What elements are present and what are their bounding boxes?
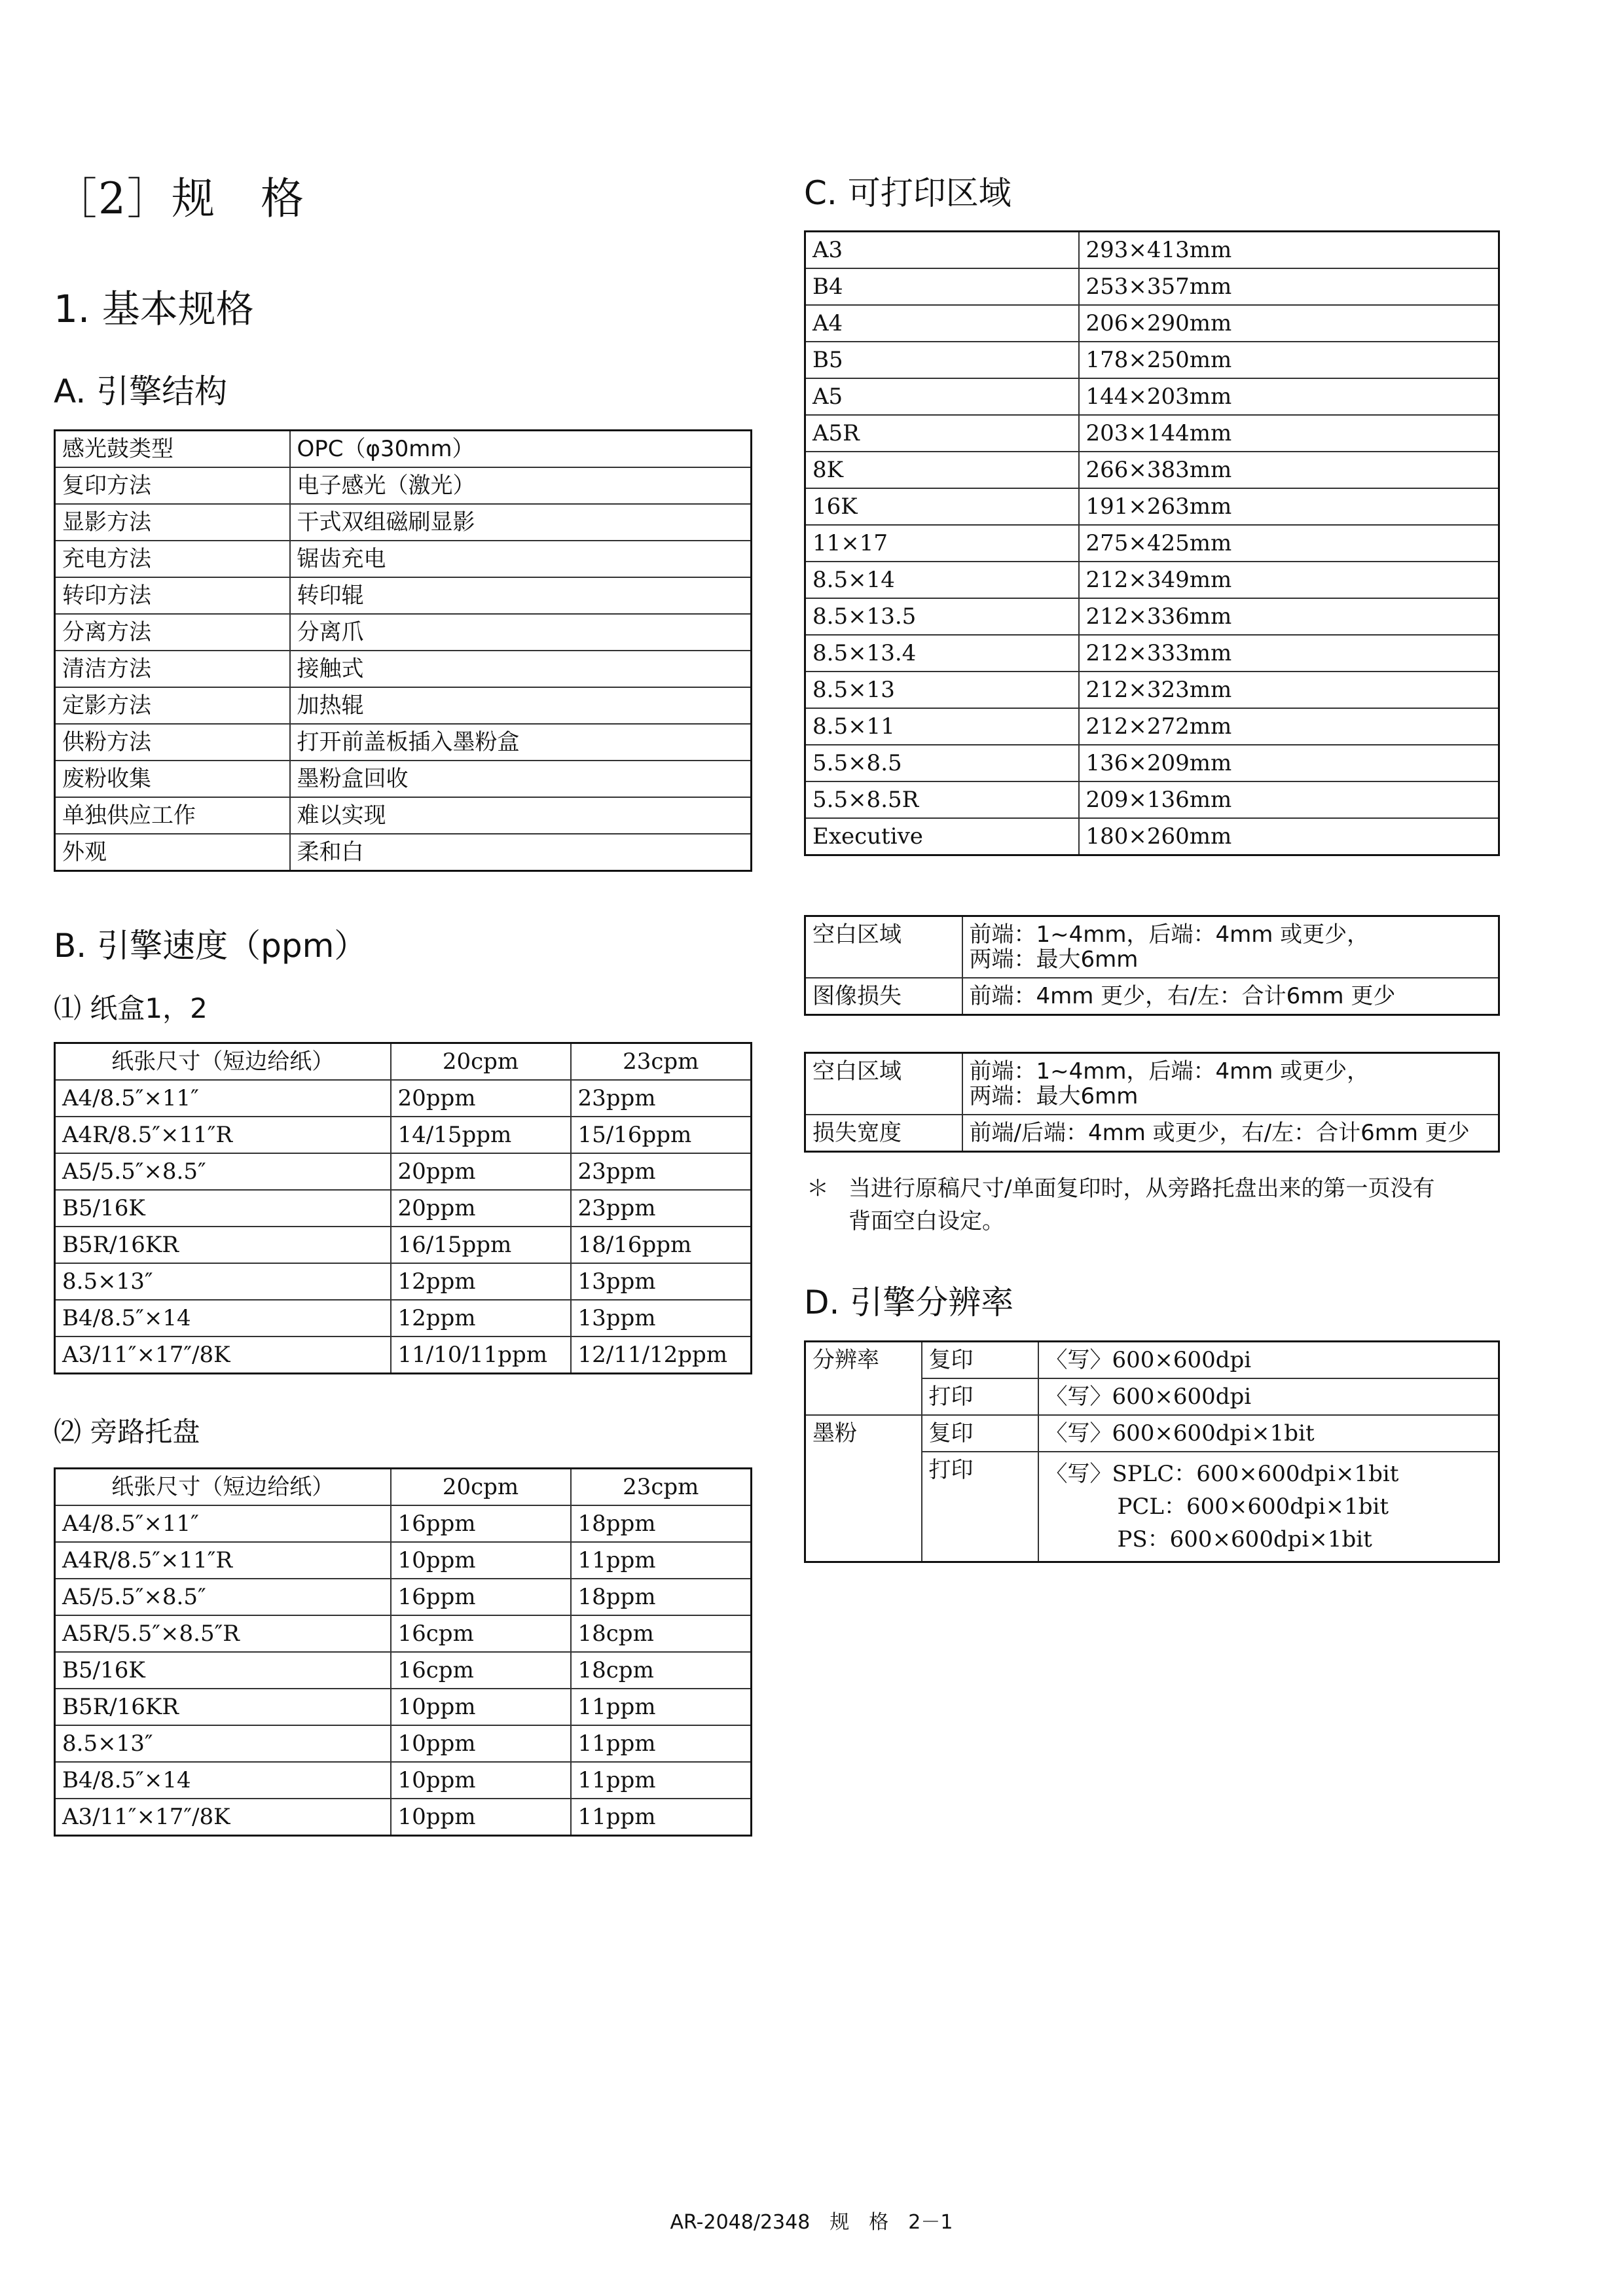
- table-cell: A5/5.5″×8.5″: [55, 1579, 391, 1615]
- table-cell: A4/8.5″×11″: [55, 1080, 391, 1117]
- table-row: [55, 1725, 752, 1762]
- table-cell: 16ppm: [391, 1505, 571, 1542]
- table-header-row: [55, 1043, 752, 1081]
- table-cell: 206×290mm: [1079, 305, 1499, 342]
- table-cell: B5/16K: [55, 1652, 391, 1689]
- label-toner: 墨粉: [805, 1415, 922, 1562]
- table-row: [805, 342, 1499, 378]
- label-resolution: 分辨率: [805, 1342, 922, 1416]
- table-row: [805, 635, 1499, 672]
- table-cell: 10ppm: [391, 1689, 571, 1725]
- table-cell: 8.5×14: [805, 562, 1079, 598]
- table-cell: 清洁方法: [55, 651, 290, 687]
- toner-copy-value: 〈写〉600×600dpi×1bit: [1038, 1415, 1499, 1452]
- table-cell: 15/16ppm: [571, 1117, 752, 1153]
- toner-print-label: 打印: [922, 1452, 1038, 1562]
- table-cell: 8.5×13″: [55, 1263, 391, 1300]
- table-cell: 144×203mm: [1079, 378, 1499, 415]
- table-cell: A3/11″×17″/8K: [55, 1799, 391, 1836]
- table-cell: 供粉方法: [55, 724, 290, 761]
- table-cell: A5R: [805, 415, 1079, 452]
- toner-print-value-1: 〈写〉SPLC：600×600dpi×1bit: [1045, 1461, 1399, 1487]
- table-cell: 136×209mm: [1079, 745, 1499, 781]
- blank1-value-2: 前端：4mm 更少，右/左：合计6mm 更少: [962, 978, 1499, 1015]
- table-cell: 8.5×11: [805, 708, 1079, 745]
- table-cell: OPC（φ30mm）: [290, 431, 752, 468]
- speed-table-bypass: [54, 1467, 752, 1837]
- table-row: [805, 672, 1499, 708]
- header-cell: 纸张尺寸（短边给纸）: [55, 1043, 391, 1081]
- table-cell: A3/11″×17″/8K: [55, 1336, 391, 1374]
- table-cell: A5/5.5″×8.5″: [55, 1153, 391, 1190]
- table-cell: 16ppm: [391, 1579, 571, 1615]
- note-mark: ＊: [807, 1175, 829, 1202]
- table-row: [55, 1190, 752, 1227]
- table-cell: B4/8.5″×14: [55, 1300, 391, 1336]
- table-row: [55, 1579, 752, 1615]
- section-title-engine-speed: B. 引擎速度（ppm）: [54, 927, 367, 965]
- note-line-2: 背面空白设定。: [848, 1208, 1004, 1234]
- table-cell: 11ppm: [571, 1762, 752, 1799]
- table-row: [55, 431, 752, 468]
- table-row: [55, 467, 752, 504]
- table-cell: 23ppm: [571, 1190, 752, 1227]
- table-cell: 5.5×8.5: [805, 745, 1079, 781]
- table-row: [805, 818, 1499, 855]
- table-cell: 11ppm: [571, 1799, 752, 1836]
- table-cell: 定影方法: [55, 687, 290, 724]
- table-cell: 203×144mm: [1079, 415, 1499, 452]
- table-row: [55, 614, 752, 651]
- blank2-label-1: 空白区域: [805, 1053, 962, 1115]
- toner-print-value-2: PCL：600×600dpi×1bit: [1117, 1494, 1389, 1520]
- table-row: [805, 415, 1499, 452]
- table-cell: 11ppm: [571, 1725, 752, 1762]
- res-print-value: 〈写〉600×600dpi: [1038, 1378, 1499, 1415]
- table-row: [805, 232, 1499, 269]
- table-cell: 12ppm: [391, 1263, 571, 1300]
- table-row: [55, 687, 752, 724]
- table-cell: 干式双组磁刷显影: [290, 504, 752, 541]
- table-cell: 212×333mm: [1079, 635, 1499, 672]
- table-cell: 8.5×13.5: [805, 598, 1079, 635]
- table-row: [55, 797, 752, 834]
- table-row: [805, 708, 1499, 745]
- toner-print-value-3: PS：600×600dpi×1bit: [1117, 1526, 1372, 1552]
- table-row: [805, 525, 1499, 562]
- table-cell: 16K: [805, 488, 1079, 525]
- table-cell: 11ppm: [571, 1542, 752, 1579]
- table-cell: 转印方法: [55, 577, 290, 614]
- table-cell: 253×357mm: [1079, 268, 1499, 305]
- table-row: [805, 781, 1499, 818]
- table-cell: 209×136mm: [1079, 781, 1499, 818]
- table-cell: 单独供应工作: [55, 797, 290, 834]
- page-footer: AR-2048/2348 规 格 2－1: [670, 2211, 953, 2234]
- table-cell: 废粉收集: [55, 761, 290, 797]
- table-cell: 13ppm: [571, 1300, 752, 1336]
- res-copy-label: 复印: [922, 1342, 1038, 1379]
- table-cell: 转印辊: [290, 577, 752, 614]
- engine-structure-table: [54, 429, 752, 872]
- blank1-value-1a: 前端：1~4mm，后端：4mm 或更少，: [969, 922, 1370, 948]
- table-cell: B5R/16KR: [55, 1227, 391, 1263]
- section-title-resolution: D. 引擎分辨率: [804, 1283, 1014, 1321]
- table-cell: 复印方法: [55, 467, 290, 504]
- header-cell: 20cpm: [391, 1043, 571, 1081]
- table-row: [55, 541, 752, 577]
- table-cell: A3: [805, 232, 1079, 269]
- note-line-1: 当进行原稿尺寸/单面复印时，从旁路托盘出来的第一页没有: [848, 1175, 1435, 1202]
- table-row: [55, 651, 752, 687]
- table-cell: 加热辊: [290, 687, 752, 724]
- res-print-label: 打印: [922, 1378, 1038, 1415]
- table-cell: 20ppm: [391, 1190, 571, 1227]
- table-cell: 18cpm: [571, 1652, 752, 1689]
- blank-area-table-2: [804, 1052, 1500, 1153]
- table-row: [55, 577, 752, 614]
- table-cell: 18ppm: [571, 1505, 752, 1542]
- header-cell: 纸张尺寸（短边给纸）: [55, 1469, 391, 1506]
- table-cell: 275×425mm: [1079, 525, 1499, 562]
- table-cell: 柔和白: [290, 834, 752, 871]
- table-cell: 打开前盖板插入墨粉盒: [290, 724, 752, 761]
- table-row: [805, 452, 1499, 488]
- table-cell: 8.5×13.4: [805, 635, 1079, 672]
- table-row: [55, 504, 752, 541]
- table-cell: 18/16ppm: [571, 1227, 752, 1263]
- table-cell: 191×263mm: [1079, 488, 1499, 525]
- table-cell: A4R/8.5″×11″R: [55, 1117, 391, 1153]
- printable-area-table: [804, 230, 1500, 856]
- table-cell: 212×323mm: [1079, 672, 1499, 708]
- table-cell: 11/10/11ppm: [391, 1336, 571, 1374]
- blank2-value-1b: 两端：最大6mm: [969, 1083, 1139, 1109]
- table-cell: A5R/5.5″×8.5″R: [55, 1615, 391, 1652]
- table-cell: 212×336mm: [1079, 598, 1499, 635]
- table-cell: 16cpm: [391, 1615, 571, 1652]
- table-row: [55, 1762, 752, 1799]
- table-row: [55, 1153, 752, 1190]
- table-cell: A4R/8.5″×11″R: [55, 1542, 391, 1579]
- subsection-title-bypass: ⑵ 旁路托盘: [54, 1416, 200, 1448]
- table-row: [805, 305, 1499, 342]
- table-cell: 锯齿充电: [290, 541, 752, 577]
- table-row: [805, 562, 1499, 598]
- blank2-value-1a: 前端：1~4mm，后端：4mm 或更少，: [969, 1058, 1370, 1085]
- table-cell: 10ppm: [391, 1542, 571, 1579]
- table-cell: 180×260mm: [1079, 818, 1499, 855]
- table-row: [55, 1117, 752, 1153]
- table-cell: A4: [805, 305, 1079, 342]
- table-cell: 11×17: [805, 525, 1079, 562]
- table-cell: 分离爪: [290, 614, 752, 651]
- table-cell: A5: [805, 378, 1079, 415]
- table-cell: 电子感光（激光）: [290, 467, 752, 504]
- table-header-row: [55, 1469, 752, 1506]
- table-cell: 20ppm: [391, 1080, 571, 1117]
- table-cell: 5.5×8.5R: [805, 781, 1079, 818]
- header-cell: 23cpm: [571, 1469, 752, 1506]
- table-cell: 墨粉盒回收: [290, 761, 752, 797]
- table-row: [55, 1652, 752, 1689]
- section-title-engine-structure: A. 引擎结构: [54, 372, 228, 410]
- table-cell: 13ppm: [571, 1263, 752, 1300]
- table-cell: 14/15ppm: [391, 1117, 571, 1153]
- table-row: [55, 1080, 752, 1117]
- table-row: [805, 745, 1499, 781]
- table-row: [55, 1300, 752, 1336]
- table-row: [55, 1542, 752, 1579]
- table-row: [55, 1689, 752, 1725]
- blank1-label-1: 空白区域: [805, 916, 962, 978]
- section-title-printable-area: C. 可打印区域: [804, 174, 1012, 212]
- table-cell: 178×250mm: [1079, 342, 1499, 378]
- table-cell: Executive: [805, 818, 1079, 855]
- table-cell: 充电方法: [55, 541, 290, 577]
- table-row: [55, 1505, 752, 1542]
- table-cell: B4/8.5″×14: [55, 1762, 391, 1799]
- table-cell: B5/16K: [55, 1190, 391, 1227]
- table-cell: 18ppm: [571, 1579, 752, 1615]
- table-row: [55, 1615, 752, 1652]
- blank2-label-2: 损失宽度: [805, 1115, 962, 1152]
- blank1-label-2: 图像损失: [805, 978, 962, 1015]
- table-row: [805, 488, 1499, 525]
- table-cell: B4: [805, 268, 1079, 305]
- table-row: [805, 268, 1499, 305]
- table-cell: 8.5×13″: [55, 1725, 391, 1762]
- header-cell: 20cpm: [391, 1469, 571, 1506]
- table-cell: 16cpm: [391, 1652, 571, 1689]
- table-cell: 10ppm: [391, 1762, 571, 1799]
- table-row: [55, 1263, 752, 1300]
- table-cell: 10ppm: [391, 1799, 571, 1836]
- table-cell: 难以实现: [290, 797, 752, 834]
- table-row: [805, 598, 1499, 635]
- blank1-value-1b: 两端：最大6mm: [969, 946, 1139, 973]
- blank2-value-2: 前端/后端：4mm 或更少，右/左：合计6mm 更少: [962, 1115, 1499, 1152]
- table-cell: 外观: [55, 834, 290, 871]
- resolution-table: [804, 1340, 1500, 1563]
- table-cell: 266×383mm: [1079, 452, 1499, 488]
- table-cell: B5: [805, 342, 1079, 378]
- table-cell: 212×272mm: [1079, 708, 1499, 745]
- table-row: [55, 1336, 752, 1374]
- table-cell: 8K: [805, 452, 1079, 488]
- table-row: [55, 1799, 752, 1836]
- section-title-basic-specs: 1. 基本规格: [54, 287, 254, 331]
- table-row: [55, 1227, 752, 1263]
- table-cell: A4/8.5″×11″: [55, 1505, 391, 1542]
- subsection-title-tray: ⑴ 纸盒1，2: [54, 992, 208, 1024]
- table-cell: 显影方法: [55, 504, 290, 541]
- table-cell: 293×413mm: [1079, 232, 1499, 269]
- chapter-title: ［2］规 格: [54, 173, 305, 224]
- blank-area-table-1: [804, 915, 1500, 1016]
- table-cell: 11ppm: [571, 1689, 752, 1725]
- table-cell: 分离方法: [55, 614, 290, 651]
- table-cell: 10ppm: [391, 1725, 571, 1762]
- table-cell: 感光鼓类型: [55, 431, 290, 468]
- table-cell: 23ppm: [571, 1153, 752, 1190]
- table-cell: 23ppm: [571, 1080, 752, 1117]
- table-cell: 12ppm: [391, 1300, 571, 1336]
- res-copy-value: 〈写〉600×600dpi: [1038, 1342, 1499, 1379]
- table-row: [55, 724, 752, 761]
- speed-table-tray: [54, 1042, 752, 1374]
- header-cell: 23cpm: [571, 1043, 752, 1081]
- table-cell: 接触式: [290, 651, 752, 687]
- table-cell: 20ppm: [391, 1153, 571, 1190]
- table-cell: 16/15ppm: [391, 1227, 571, 1263]
- table-row: [805, 378, 1499, 415]
- table-cell: 12/11/12ppm: [571, 1336, 752, 1374]
- table-row: [55, 834, 752, 871]
- table-cell: 18cpm: [571, 1615, 752, 1652]
- toner-copy-label: 复印: [922, 1415, 1038, 1452]
- table-row: [55, 761, 752, 797]
- table-cell: 8.5×13: [805, 672, 1079, 708]
- table-cell: B5R/16KR: [55, 1689, 391, 1725]
- table-cell: 212×349mm: [1079, 562, 1499, 598]
